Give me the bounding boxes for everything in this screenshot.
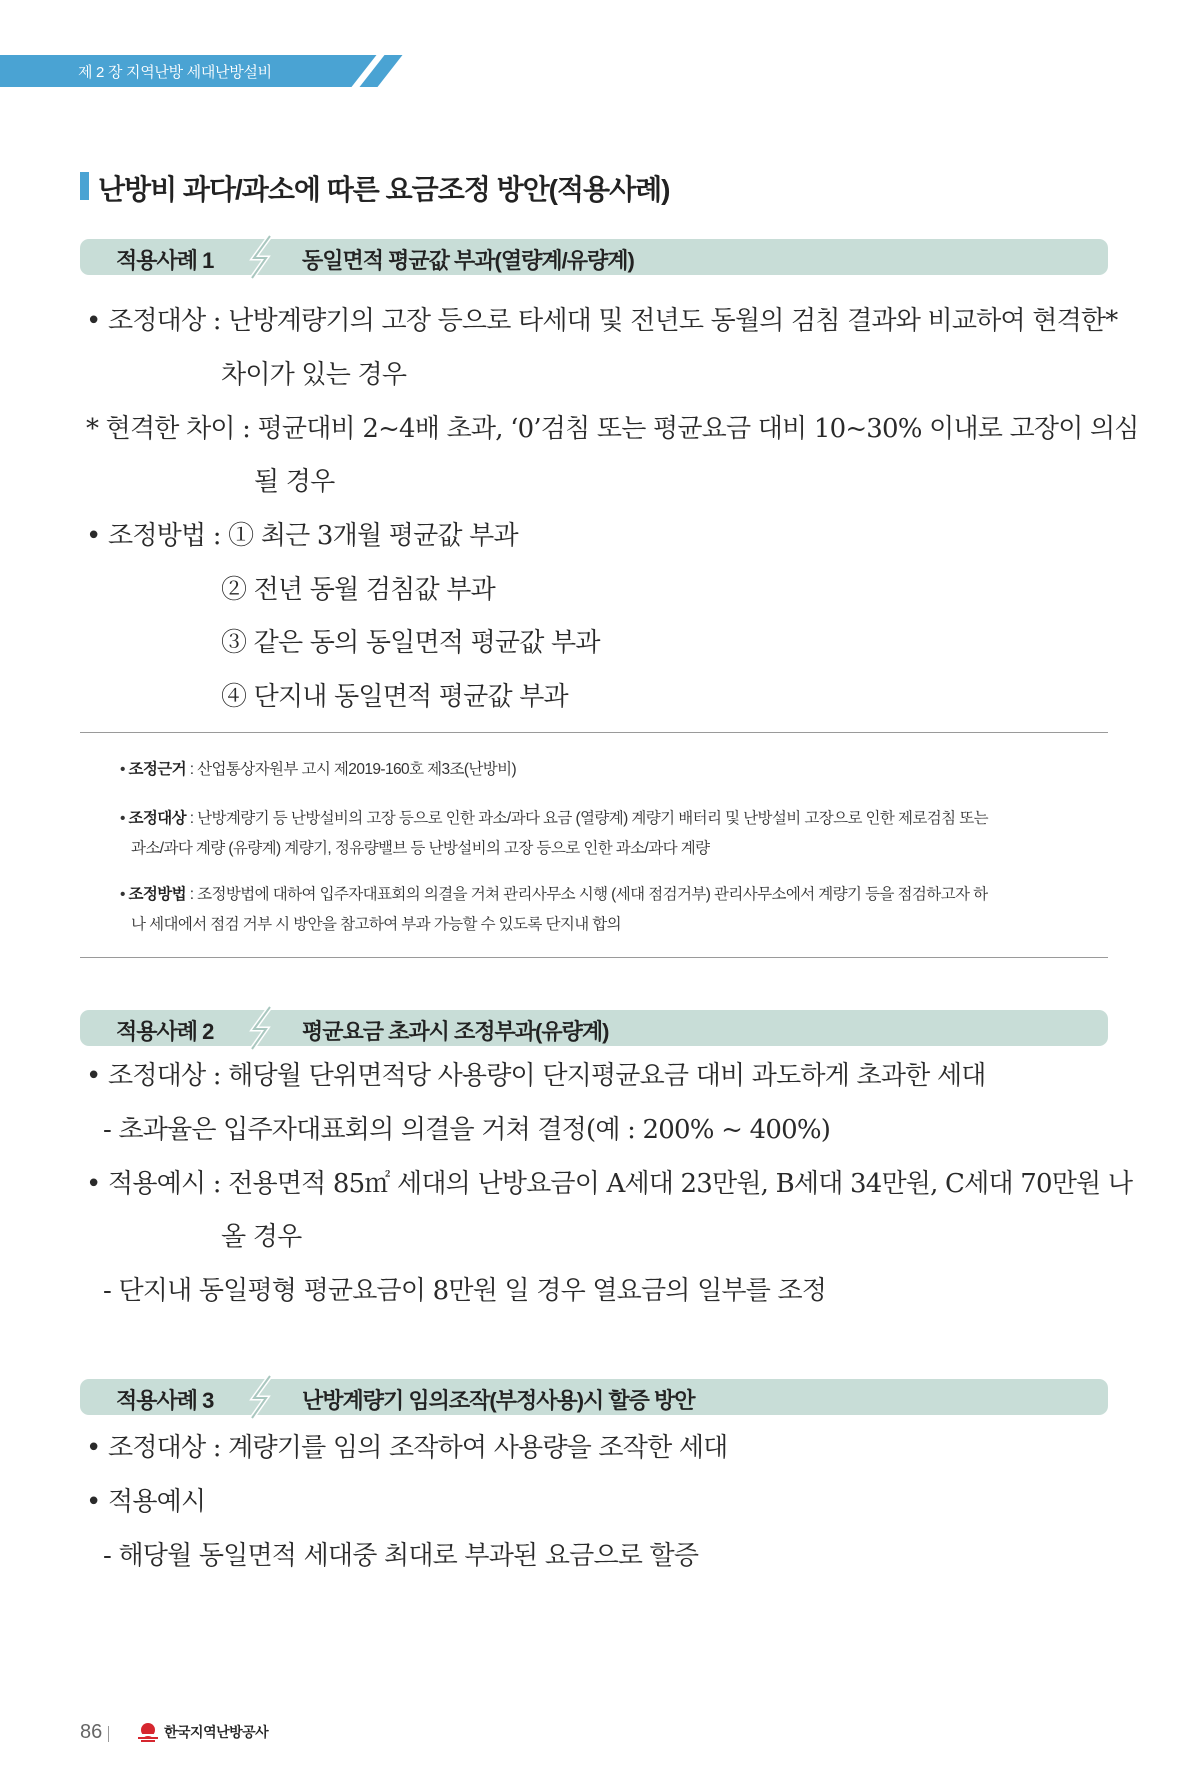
case3-line: • 적용예시 [86, 1487, 206, 1517]
case2-line: - 초과율은 입주자대표회의 의결을 거쳐 결정(예 : 200% ~ 400%) [103, 1115, 831, 1145]
divider [80, 957, 1108, 958]
case2-line: • 적용예시 : 전용면적 85㎡ 세대의 난방요금이 A세대 23만원, B세대 34만원, C세대 70만원 나 [86, 1169, 1133, 1199]
case3-title: 난방계량기 임의조작(부정사용)시 할증 방안 [302, 1388, 695, 1413]
case1-line: ③ 같은 동의 동일면적 평균값 부과 [221, 628, 600, 658]
case3-label: 적용사례 3 [116, 1388, 214, 1413]
case2-label: 적용사례 2 [116, 1019, 214, 1044]
note-label: 조정방법 [128, 886, 187, 903]
note-text: : 조정방법에 대하여 입주자대표회의 의결을 거쳐 관리사무소 시행 (세대 점검거부) 관리사무소에서 계량기 등을 점검하고자 하 [186, 886, 988, 903]
case1-line: • 조정대상 : 난방계량기의 고장 등으로 타세대 및 전년도 동월의 검침 결과와 비교하여 현격한* [86, 306, 1118, 336]
section-marker [80, 172, 89, 200]
case1-label: 적용사례 1 [116, 248, 214, 273]
footer-separator [108, 1726, 109, 1742]
case1-line: ② 전년 동월 검침값 부과 [221, 575, 495, 605]
case2-line: - 단지내 동일평형 평균요금이 8만원 일 경우 열요금의 일부를 조정 [103, 1276, 827, 1306]
slash-divider-icon [248, 234, 288, 280]
case3-line: • 조정대상 : 계량기를 임의 조작하여 사용량을 조작한 세대 [86, 1433, 728, 1463]
case1-line: • 조정방법 : ① 최근 3개월 평균값 부과 [86, 521, 518, 551]
note-text: 나 세대에서 점검 거부 시 방안을 참고하여 부과 가능할 수 있도록 단지내 합의 [131, 916, 622, 933]
slash-divider-icon [248, 1005, 288, 1051]
company-name: 한국지역난방공사 [164, 1724, 269, 1740]
chapter-title: 제 2 장 지역난방 세대난방설비 [78, 64, 272, 81]
note-method: • 조정방법 : 조정방법에 대하여 입주자대표회의 의결을 거쳐 관리사무소 시행 (세대 점검거부) 관리사무소에서 계량기 등을 점검하고자 하 [120, 886, 988, 903]
note-text: : 난방계량기 등 난방설비의 고장 등으로 인한 과소/과다 요금 (열량계) 계량기 배터리 및 난방설비 고장으로 인한 제로검침 또는 [186, 810, 988, 827]
company-logo-icon [137, 1721, 159, 1743]
case1-title: 동일면적 평균값 부과(열량계/유량계) [302, 248, 634, 273]
case1-line: * 현격한 차이 : 평균대비 2~4배 초과, ‘0’검침 또는 평균요금 대비 10~30% 이내로 고장이 의심 [86, 414, 1139, 444]
note-label: 조정대상 [128, 810, 187, 827]
note-basis: • 조정근거 : 산업통상자원부 고시 제2019-160호 제3조(난방비) [120, 761, 517, 778]
note-label: 조정근거 [128, 761, 187, 778]
case2-line: • 조정대상 : 해당월 단위면적당 사용량이 단지평균요금 대비 과도하게 초과한 세대 [86, 1061, 986, 1091]
note-text: 과소/과다 계량 (유량계) 계량기, 정유량밸브 등 난방설비의 고장 등으로 인한 과소/과다 계량 [131, 840, 710, 857]
case2-title: 평균요금 초과시 조정부과(유량계) [302, 1019, 609, 1044]
page-number: 86 [80, 1721, 103, 1743]
case3-line: - 해당월 동일면적 세대중 최대로 부과된 요금으로 할증 [103, 1541, 699, 1571]
divider [80, 732, 1108, 733]
note-text: : 산업통상자원부 고시 제2019-160호 제3조(난방비) [186, 761, 517, 778]
section-title: 난방비 과다/과소에 따른 요금조정 방안(적용사례) [98, 174, 670, 205]
case1-line: ④ 단지내 동일면적 평균값 부과 [221, 682, 568, 712]
case1-line: 차이가 있는 경우 [221, 360, 407, 390]
case1-line: 될 경우 [254, 467, 335, 497]
note-target: • 조정대상 : 난방계량기 등 난방설비의 고장 등으로 인한 과소/과다 요금 (열량계) 계량기 배터리 및 난방설비 고장으로 인한 제로검침 또는 [120, 810, 988, 827]
case2-line: 올 경우 [221, 1222, 302, 1252]
slash-divider-icon [248, 1374, 288, 1420]
